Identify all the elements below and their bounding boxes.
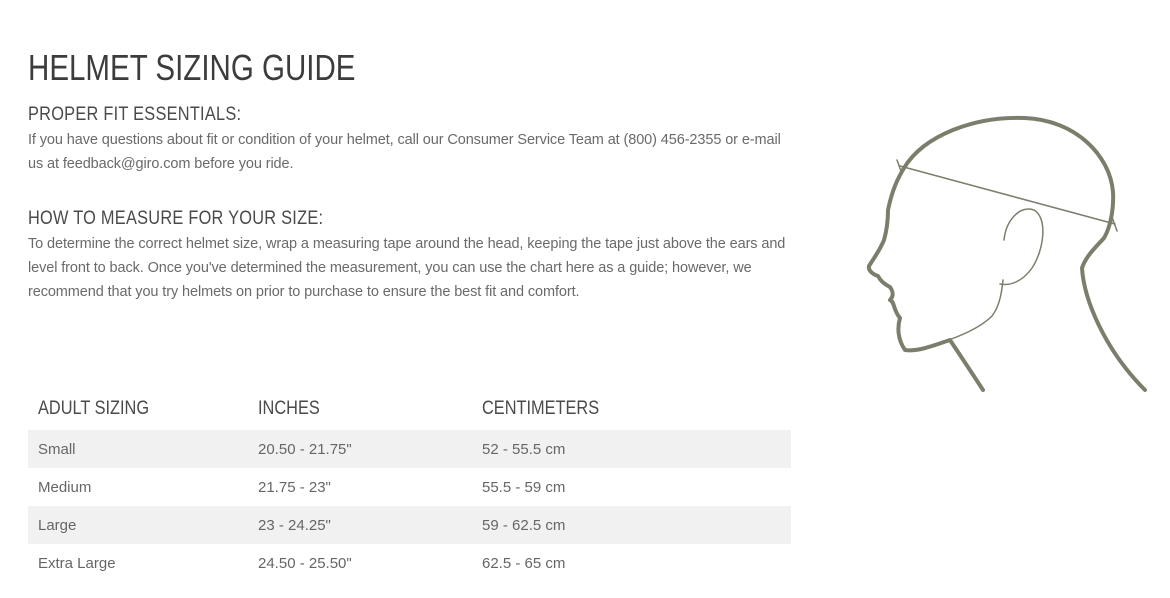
size-inches: 20.50 - 21.75" bbox=[258, 430, 482, 468]
head-outline bbox=[869, 118, 1145, 390]
size-centimeters: 59 - 62.5 cm bbox=[482, 506, 791, 544]
fit-essentials-heading: PROPER FIT ESSENTIALS: bbox=[28, 104, 242, 125]
head-measuring-tape-icon bbox=[855, 108, 1155, 398]
ear-outline bbox=[1000, 209, 1043, 284]
how-to-measure-heading: HOW TO MEASURE FOR YOUR SIZE: bbox=[28, 208, 324, 229]
size-name: Small bbox=[28, 430, 258, 468]
table-row bbox=[28, 544, 791, 582]
measuring-tape-line bbox=[900, 166, 1115, 224]
size-inches: 24.50 - 25.50" bbox=[258, 554, 352, 572]
how-to-measure-text: To determine the correct helmet size, wrap a measuring tape around the head, keeping the tape just above the ears and level front to back. Once you've determined the measurement, you can use the chart here as a guide; however, we recommend that you try helmets on prior to purchase to ensure the best fit and comfort. bbox=[28, 236, 786, 300]
size-inches: 21.75 - 23" bbox=[258, 478, 331, 496]
fit-essentials-section bbox=[28, 104, 798, 176]
jaw-line bbox=[915, 280, 1003, 350]
size-name: Medium bbox=[38, 478, 92, 496]
table-header-row bbox=[28, 388, 791, 430]
size-centimeters: 55.5 - 59 cm bbox=[482, 478, 566, 496]
table-row bbox=[28, 468, 791, 506]
fit-essentials-text: If you have questions about fit or condition of your helmet, call our Consumer Service Team at (800) 456-2355 or e-mail us at feedback@giro.com before you ride. bbox=[28, 132, 781, 172]
size-inches: 23 - 24.25" bbox=[258, 506, 482, 544]
size-centimeters: 62.5 - 65 cm bbox=[482, 554, 566, 572]
column-header-centimeters: CENTIMETERS bbox=[482, 398, 600, 419]
size-centimeters: 52 - 55.5 cm bbox=[482, 430, 791, 468]
column-header-adult-sizing: ADULT SIZING bbox=[38, 398, 150, 419]
table-row bbox=[28, 506, 791, 544]
table-row bbox=[28, 430, 791, 468]
size-name: Large bbox=[28, 506, 258, 544]
size-name: Extra Large bbox=[38, 554, 116, 572]
how-to-measure-section bbox=[28, 208, 798, 304]
column-header-inches: INCHES bbox=[258, 398, 320, 419]
page-title: HELMET SIZING GUIDE bbox=[28, 47, 356, 88]
size-chart-table bbox=[28, 388, 791, 582]
